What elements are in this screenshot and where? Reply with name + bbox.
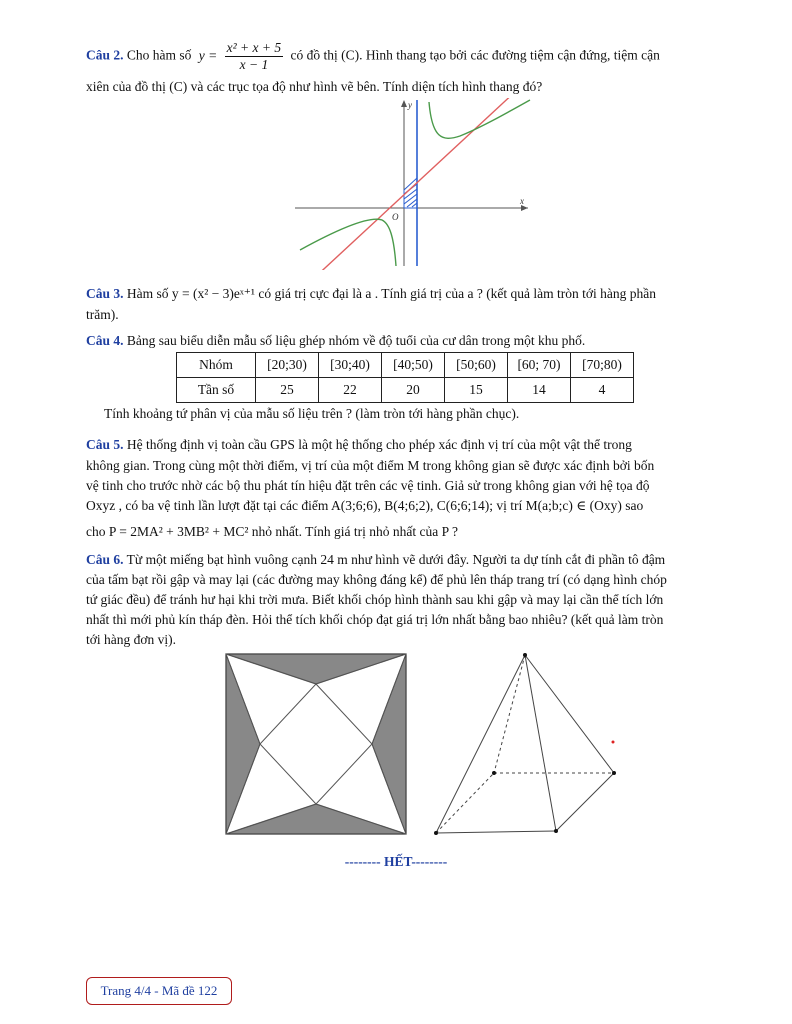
q6-text5: tới hàng đơn vị). xyxy=(86,632,177,647)
q5-text3: vệ tinh cho trước nhờ các bộ thu phát tín hiệu đặt trên các vệ tinh. Giả sử trong không gian với hệ tọa độ xyxy=(86,478,650,493)
q6-pyramid-figure xyxy=(428,648,628,838)
q4-table-cell: [60; 70) xyxy=(508,353,571,378)
q4-table-header-freq: Tần số xyxy=(177,378,256,403)
q4-table-row-groups xyxy=(177,353,634,378)
q4-table-cell: 25 xyxy=(256,378,319,403)
q2-func-num: x² + x + 5 xyxy=(226,40,282,55)
q6-text1: Từ một miếng bạt hình vuông cạnh 24 m như hình vẽ dưới đây. Người ta dự tính cắt đi phần tô đậm xyxy=(126,552,666,567)
q4-table-cell: [70;80) xyxy=(571,353,634,378)
edge-base-right xyxy=(556,773,614,831)
page-footer: Trang 4/4 - Mã đề 122 xyxy=(86,977,232,1005)
q5-text5: cho P = 2MA² + 3MB² + MC² nhỏ nhất. Tính giá trị nhỏ nhất của P ? xyxy=(86,524,458,539)
q2-func-lhs: y = xyxy=(198,47,218,63)
q4-table-cell: [50;60) xyxy=(445,353,508,378)
q2-graph xyxy=(290,98,535,270)
x-axis-label: x xyxy=(520,196,524,206)
red-dot xyxy=(612,741,615,744)
q2-fraction xyxy=(225,40,284,73)
curve-right-branch xyxy=(429,100,530,138)
q6-line1 xyxy=(86,551,665,569)
q4-table-cell: 4 xyxy=(571,378,634,403)
end-mark: -------- HẾT-------- xyxy=(344,854,448,869)
trapezoid-hatch xyxy=(404,184,417,207)
edge-lateral-1 xyxy=(436,655,525,833)
y-axis-arrow xyxy=(401,100,407,107)
q4-table-cell: 22 xyxy=(319,378,382,403)
q3-text1: Hàm số y = (x² − 3)eˣ⁺¹ có giá trị cực đại là a . Tính giá trị của a ? (kết quả làm tròn tới hàng phần xyxy=(126,286,657,301)
q2-func-den: x − 1 xyxy=(239,57,269,72)
edge-lateral-3 xyxy=(525,655,614,773)
q4-table-cell: 15 xyxy=(445,378,508,403)
q4-table-row-freqs xyxy=(177,378,634,403)
curve-left-branch xyxy=(300,219,396,266)
q2-label: Câu 2. xyxy=(86,47,124,63)
edge-lateral-4 xyxy=(494,655,525,773)
q4-table xyxy=(176,352,634,403)
q2-text-b: có đồ thị (C). Hình thang tạo bởi các đường tiệm cận đứng, tiệm cận xyxy=(290,47,660,63)
q3-text2: trăm). xyxy=(86,307,119,322)
y-axis-label: y xyxy=(408,100,412,110)
q2-text-c: xiên của đồ thị (C) và các trục tọa độ như hình vẽ bên. Tính diện tích hình thang đó? xyxy=(86,79,543,94)
edge-base-left xyxy=(436,773,494,833)
q6-text3: tứ giác đều) để tránh hư hại khi trời mưa. Biết khối chóp hình thành sau khi gập và may lại cần thể tích lớn xyxy=(86,592,664,607)
q4-line1 xyxy=(86,332,585,350)
q4-table-cell: [30;40) xyxy=(319,353,382,378)
q4-table-cell: [20;30) xyxy=(256,353,319,378)
edge-base-front xyxy=(436,831,556,833)
q4-table-cell: [40;50) xyxy=(382,353,445,378)
q4-question: Tính khoảng tứ phân vị của mẫu số liệu trên ? (làm tròn tới hàng phần chục). xyxy=(104,406,520,421)
oblique-asymptote xyxy=(298,98,530,270)
edge-lateral-2 xyxy=(525,655,556,831)
q5-line1 xyxy=(86,436,632,454)
q5-text4: Oxyz , có ba vệ tinh lần lượt đặt tại các điểm A(3;6;6), B(4;6;2), C(6;6;14); vị trí M(a;b;c) ∈ (Oxy) sao xyxy=(86,498,644,513)
q4-text: Bảng sau biểu diễn mẫu số liệu ghép nhóm về độ tuổi của cư dân trong một khu phố. xyxy=(126,333,586,348)
q4-table-header-group: Nhóm xyxy=(177,353,256,378)
q2-text-a: Cho hàm số xyxy=(126,47,192,63)
q6-tarp-figure xyxy=(222,652,410,836)
q6-text2: của tấm bạt rồi gập và may lại (các đường may không đáng kể) để phủ lên tháp trang trí (có dạng hình chóp xyxy=(86,572,667,587)
q5-text2: không gian. Trong cùng một thời điểm, vị trí của một điểm M trong không gian sẽ được xác định bởi bốn xyxy=(86,458,655,473)
q2-line1 xyxy=(86,40,660,73)
q5-label: Câu 5. xyxy=(86,437,124,452)
q4-label: Câu 4. xyxy=(86,333,124,348)
q4-table-cell: 20 xyxy=(382,378,445,403)
q6-text4: nhất thì mới phủ kín tháp đèn. Hỏi thể tích khối chóp đạt giá trị lớn nhất bằng bao nhiêu? (kết quả làm tròn xyxy=(86,612,664,627)
vertices xyxy=(434,653,616,835)
q4-table-cell: 14 xyxy=(508,378,571,403)
q5-text1: Hệ thống định vị toàn cầu GPS là một hệ thống cho phép xác định vị trí của một vật thể trong xyxy=(126,437,632,452)
q3-label: Câu 3. xyxy=(86,286,124,301)
q6-label: Câu 6. xyxy=(86,552,124,567)
origin-label: O xyxy=(392,212,399,222)
q3-line1 xyxy=(86,285,656,303)
